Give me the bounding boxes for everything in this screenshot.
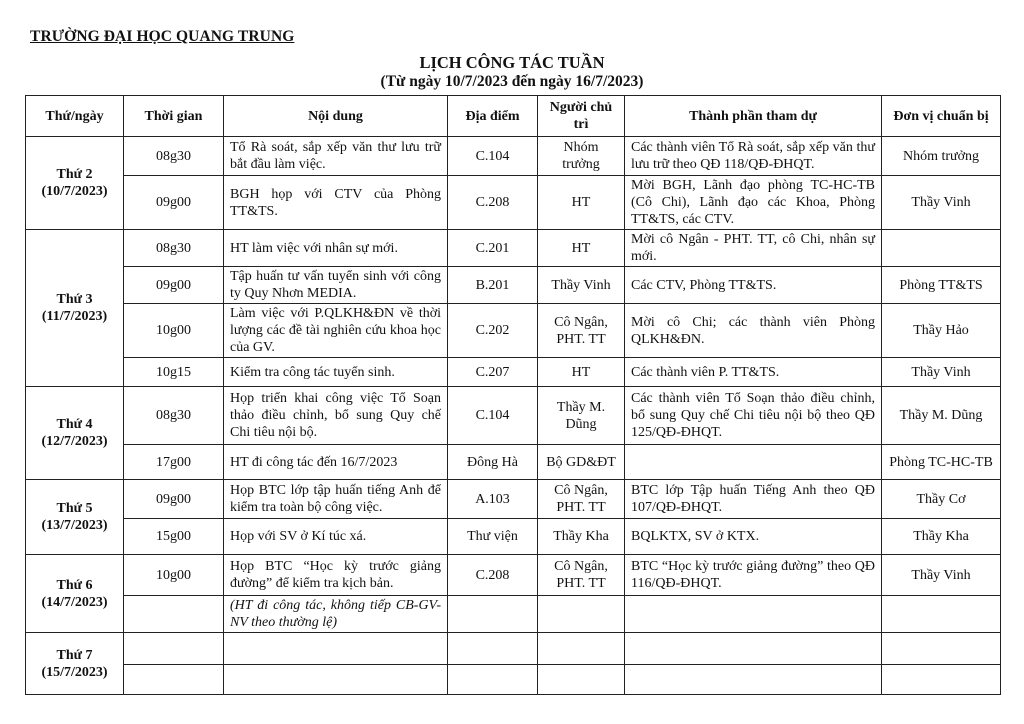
schedule-body (26, 137, 1001, 695)
time-cell: 08g30 (124, 230, 224, 267)
content-cell: HT đi công tác đến 16/7/2023 (224, 445, 448, 480)
content-cell: Tổ Rà soát, sắp xếp văn thư lưu trữ bắt đầu làm việc. (224, 137, 448, 176)
time-cell (124, 596, 224, 633)
table-row (26, 665, 1001, 695)
content-cell: Họp BTC lớp tập huấn tiếng Anh để kiểm tra toàn bộ công việc. (224, 480, 448, 519)
day-cell (26, 387, 124, 480)
table-row (26, 387, 1001, 445)
prep-cell (882, 230, 1001, 267)
participants-cell (625, 445, 882, 480)
participants-cell: Mời cô Ngân - PHT. TT, cô Chi, nhân sự mới. (625, 230, 882, 267)
table-row (26, 519, 1001, 555)
day-name: Thứ 3 (56, 292, 93, 307)
content-cell (224, 633, 448, 665)
prep-cell: Nhóm trưởng (882, 137, 1001, 176)
content-cell: Họp triển khai công việc Tổ Soạn thảo điều chỉnh, bổ sung Quy chế Chi tiêu nội bộ. (224, 387, 448, 445)
table-row (26, 633, 1001, 665)
location-cell: B.201 (448, 267, 538, 304)
participants-cell (625, 633, 882, 665)
host-cell: Thầy M. Dũng (538, 387, 625, 445)
content-cell: BGH họp với CTV của Phòng TT&TS. (224, 176, 448, 230)
location-cell: C.202 (448, 304, 538, 358)
day-name: Thứ 2 (56, 167, 93, 182)
participants-cell: Các thành viên Tổ Rà soát, sắp xếp văn thư lưu trữ theo QĐ 118/QĐ-ĐHQT. (625, 137, 882, 176)
page-subtitle: (Từ ngày 10/7/2023 đến ngày 16/7/2023) (380, 73, 644, 90)
prep-cell (882, 665, 1001, 695)
participants-cell: Mời BGH, Lãnh đạo phòng TC-HC-TB (Cô Chi), Lãnh đạo các Khoa, Phòng TT&TS, các CTV. (625, 176, 882, 230)
participants-cell (625, 596, 882, 633)
host-cell: Cô Ngân, PHT. TT (538, 304, 625, 358)
prep-cell: Thầy Kha (882, 519, 1001, 555)
table-row (26, 176, 1001, 230)
content-cell (224, 665, 448, 695)
location-cell: C.104 (448, 387, 538, 445)
page-title: LỊCH CÔNG TÁC TUẦN (419, 53, 605, 72)
prep-cell (882, 596, 1001, 633)
location-cell (448, 633, 538, 665)
host-cell: Nhóm trưởng (538, 137, 625, 176)
day-name: Thứ 6 (56, 577, 93, 593)
day-date: (13/7/2023) (41, 518, 108, 533)
host-cell (538, 596, 625, 633)
location-cell (448, 665, 538, 695)
host-cell: Thầy Kha (538, 519, 625, 555)
day-name: Thứ 5 (56, 501, 93, 516)
time-cell (124, 665, 224, 695)
table-row (26, 230, 1001, 267)
time-cell: 09g00 (124, 176, 224, 230)
host-cell: Bộ GD&ĐT (538, 445, 625, 480)
location-cell: C.208 (448, 176, 538, 230)
time-cell: 15g00 (124, 519, 224, 555)
prep-cell: Thầy Vinh (882, 555, 1001, 596)
host-cell: Cô Ngân, PHT. TT (538, 480, 625, 519)
day-cell (26, 230, 124, 387)
time-cell: 10g00 (124, 304, 224, 358)
table-row (26, 137, 1001, 176)
content-cell: Kiểm tra công tác tuyển sinh. (224, 358, 448, 387)
header-location: Địa điểm (448, 96, 538, 137)
table-row (26, 596, 1001, 633)
prep-cell: Thầy Cơ (882, 480, 1001, 519)
time-cell: 08g30 (124, 387, 224, 445)
time-cell: 17g00 (124, 445, 224, 480)
host-cell: HT (538, 358, 625, 387)
time-cell: 10g15 (124, 358, 224, 387)
prep-cell (882, 633, 1001, 665)
host-cell: Thầy Vinh (538, 267, 625, 304)
location-cell (448, 596, 538, 633)
prep-cell: Thầy M. Dũng (882, 387, 1001, 445)
table-row (26, 267, 1001, 304)
content-cell: Họp với SV ở Kí túc xá. (224, 519, 448, 555)
participants-cell: BTC lớp Tập huấn Tiếng Anh theo QĐ 107/QĐ-ĐHQT. (625, 480, 882, 519)
table-row (26, 304, 1001, 358)
location-cell: A.103 (448, 480, 538, 519)
header-content: Nội dung (224, 96, 448, 137)
host-cell: HT (538, 230, 625, 267)
prep-cell: Phòng TT&TS (882, 267, 1001, 304)
location-cell: Đông Hà (448, 445, 538, 480)
location-cell: C.104 (448, 137, 538, 176)
content-cell: (HT đi công tác, không tiếp CB-GV-NV theo thường lệ) (224, 596, 448, 633)
content-cell: HT làm việc với nhân sự mới. (224, 230, 448, 267)
day-date: (15/7/2023) (41, 664, 108, 680)
prep-cell: Thầy Vinh (882, 358, 1001, 387)
participants-cell: BTC “Học kỳ trước giảng đường” theo QĐ 116/QĐ-ĐHQT. (625, 555, 882, 596)
participants-cell: Các thành viên P. TT&TS. (625, 358, 882, 387)
time-cell: 08g30 (124, 137, 224, 176)
content-cell: Tập huấn tư vấn tuyển sinh với công ty Quy Nhơn MEDIA. (224, 267, 448, 304)
prep-cell: Thầy Hảo (882, 304, 1001, 358)
day-date: (12/7/2023) (41, 434, 108, 449)
day-date: (11/7/2023) (41, 309, 108, 324)
table-row (26, 555, 1001, 596)
table-row (26, 445, 1001, 480)
university-name: TRƯỜNG ĐẠI HỌC QUANG TRUNG (30, 28, 295, 45)
participants-cell: Các thành viên Tổ Soạn thảo điều chỉnh, bổ sung Quy chế Chi tiêu nội bộ theo QĐ 125/QĐ-ĐHQT. (625, 387, 882, 445)
time-cell: 10g00 (124, 555, 224, 596)
prep-cell: Phòng TC-HC-TB (882, 445, 1001, 480)
day-cell (26, 480, 124, 555)
header-time: Thời gian (124, 96, 224, 137)
day-date: (10/7/2023) (41, 184, 108, 199)
location-cell: C.208 (448, 555, 538, 596)
prep-cell: Thầy Vinh (882, 176, 1001, 230)
day-name: Thứ 7 (56, 647, 93, 663)
host-cell (538, 633, 625, 665)
day-name: Thứ 4 (56, 417, 93, 432)
day-cell (26, 633, 124, 695)
time-cell: 09g00 (124, 267, 224, 304)
day-cell (26, 555, 124, 633)
header-prep: Đơn vị chuẩn bị (882, 96, 1001, 137)
host-cell: Cô Ngân, PHT. TT (538, 555, 625, 596)
schedule-table (25, 95, 1001, 695)
host-cell: HT (538, 176, 625, 230)
host-cell (538, 665, 625, 695)
participants-cell: Các CTV, Phòng TT&TS. (625, 267, 882, 304)
header-day: Thứ/ngày (26, 96, 124, 137)
participants-cell: Mời cô Chi; các thành viên Phòng QLKH&ĐN. (625, 304, 882, 358)
time-cell (124, 633, 224, 665)
location-cell: C.201 (448, 230, 538, 267)
time-cell: 09g00 (124, 480, 224, 519)
location-cell: C.207 (448, 358, 538, 387)
participants-cell: BQLKTX, SV ở KTX. (625, 519, 882, 555)
table-header-row (26, 96, 1001, 137)
table-row (26, 480, 1001, 519)
day-cell (26, 137, 124, 230)
header-host: Người chủ trì (538, 96, 625, 137)
day-date: (14/7/2023) (41, 594, 108, 610)
participants-cell (625, 665, 882, 695)
header-participants: Thành phần tham dự (625, 96, 882, 137)
content-cell: Làm việc với P.QLKH&ĐN về thời lượng các đề tài nghiên cứu khoa học của GV. (224, 304, 448, 358)
content-cell: Họp BTC “Học kỳ trước giảng đường” để kiểm tra kịch bản. (224, 555, 448, 596)
table-row (26, 358, 1001, 387)
location-cell: Thư viện (448, 519, 538, 555)
